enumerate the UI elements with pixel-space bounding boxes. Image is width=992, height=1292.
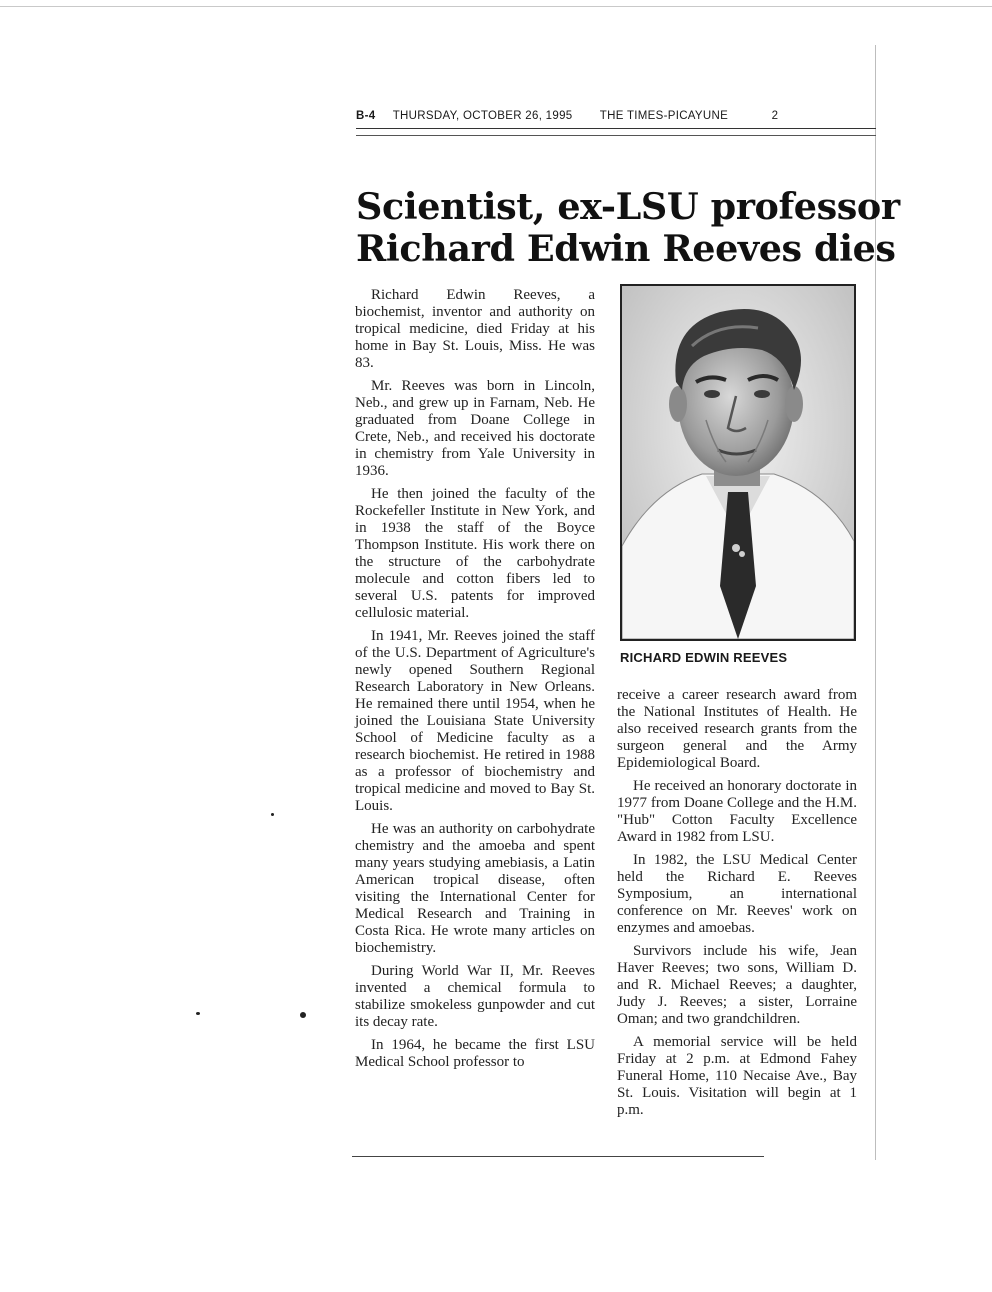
article-paragraph: Survivors include his wife, Jean Haver Reeves; two sons, William D. and R. Michael Reeves; a daughter, Judy J. Reeves; a sister, Lorraine Oman; and two grandchildren. bbox=[617, 943, 857, 1027]
article-end-rule bbox=[352, 1156, 764, 1157]
article-paragraph: Richard Edwin Reeves, a biochemist, inventor and authority on tropical medicine, died Friday at his home in Bay St. Louis, Miss. He was 83. bbox=[355, 287, 595, 371]
article-column-left bbox=[355, 287, 595, 1077]
masthead-rule bbox=[356, 128, 876, 129]
article-paragraph: receive a career research award from the National Institutes of Health. He also received research grants from the surgeon general and the Army Epidemiological Board. bbox=[617, 687, 857, 771]
portrait-image bbox=[622, 286, 854, 639]
article-paragraph: He received an honorary doctorate in 1977 from Doane College and the H.M. "Hub" Cotton Faculty Excellence Award in 1982 from LSU. bbox=[617, 778, 857, 845]
scan-speck bbox=[300, 1012, 306, 1018]
newspaper-name: THE TIMES-PICAYUNE bbox=[599, 110, 729, 122]
page-number: B-4 bbox=[356, 110, 376, 122]
newspaper-clipping bbox=[350, 100, 900, 1170]
photo-caption: RICHARD EDWIN REEVES bbox=[620, 650, 788, 665]
article-paragraph: He was an authority on carbohydrate chemistry and the amoeba and spent many years studying amebiasis, a Latin American tropical disease, often visiting the International Center for Medical Research and Training in Costa Rica. He wrote many articles on biochemistry. bbox=[355, 821, 595, 956]
publication-date: THURSDAY, OCTOBER 26, 1995 bbox=[392, 110, 573, 122]
article-column-right bbox=[617, 687, 857, 1125]
scan-speck bbox=[196, 1012, 200, 1015]
portrait-photo bbox=[620, 284, 856, 641]
masthead bbox=[356, 110, 856, 122]
headline-line-1: Scientist, ex-LSU professor bbox=[356, 185, 900, 228]
headline bbox=[356, 185, 900, 270]
scan-edge-top bbox=[0, 6, 992, 7]
headline-line-2: Richard Edwin Reeves dies bbox=[356, 227, 896, 270]
article-paragraph: He then joined the faculty of the Rockefeller Institute in New York, and in 1938 the staff of the Boyce Thompson Institute. His work there on the structure of the carbohydrate molecule and cotton fibers led to several U.S. patents for improved cellulosic material. bbox=[355, 486, 595, 621]
article-paragraph: Mr. Reeves was born in Lincoln, Neb., and grew up in Farnam, Neb. He graduated from Doane College in Crete, Neb., and received his doctorate in chemistry from Yale University in 1936. bbox=[355, 378, 595, 479]
article-paragraph: During World War II, Mr. Reeves invented a chemical formula to stabilize smokeless gunpowder and cut its decay rate. bbox=[355, 963, 595, 1030]
handwritten-page-number: 2 bbox=[771, 110, 779, 122]
article-paragraph: In 1941, Mr. Reeves joined the staff of the U.S. Department of Agriculture's newly opened Southern Regional Research Laboratory in New Orleans. He remained there until 1954, when he joined the Louisiana State University School of Medicine faculty as a research biochemist. He retired in 1988 as a professor of biochemistry and tropical medicine and moved to Bay St. Louis. bbox=[355, 628, 595, 814]
article-paragraph: In 1964, he became the first LSU Medical School professor to bbox=[355, 1037, 595, 1070]
article-paragraph: A memorial service will be held Friday at 2 p.m. at Edmond Fahey Funeral Home, 110 Necaise Ave., Bay St. Louis. Visitation will begin at 1 p.m. bbox=[617, 1034, 857, 1118]
masthead-rule-lower bbox=[356, 135, 876, 136]
scan-speck bbox=[271, 813, 274, 816]
article-paragraph: In 1982, the LSU Medical Center held the Richard E. Reeves Symposium, an international conference on Mr. Reeves' work on enzymes and amoebas. bbox=[617, 852, 857, 936]
